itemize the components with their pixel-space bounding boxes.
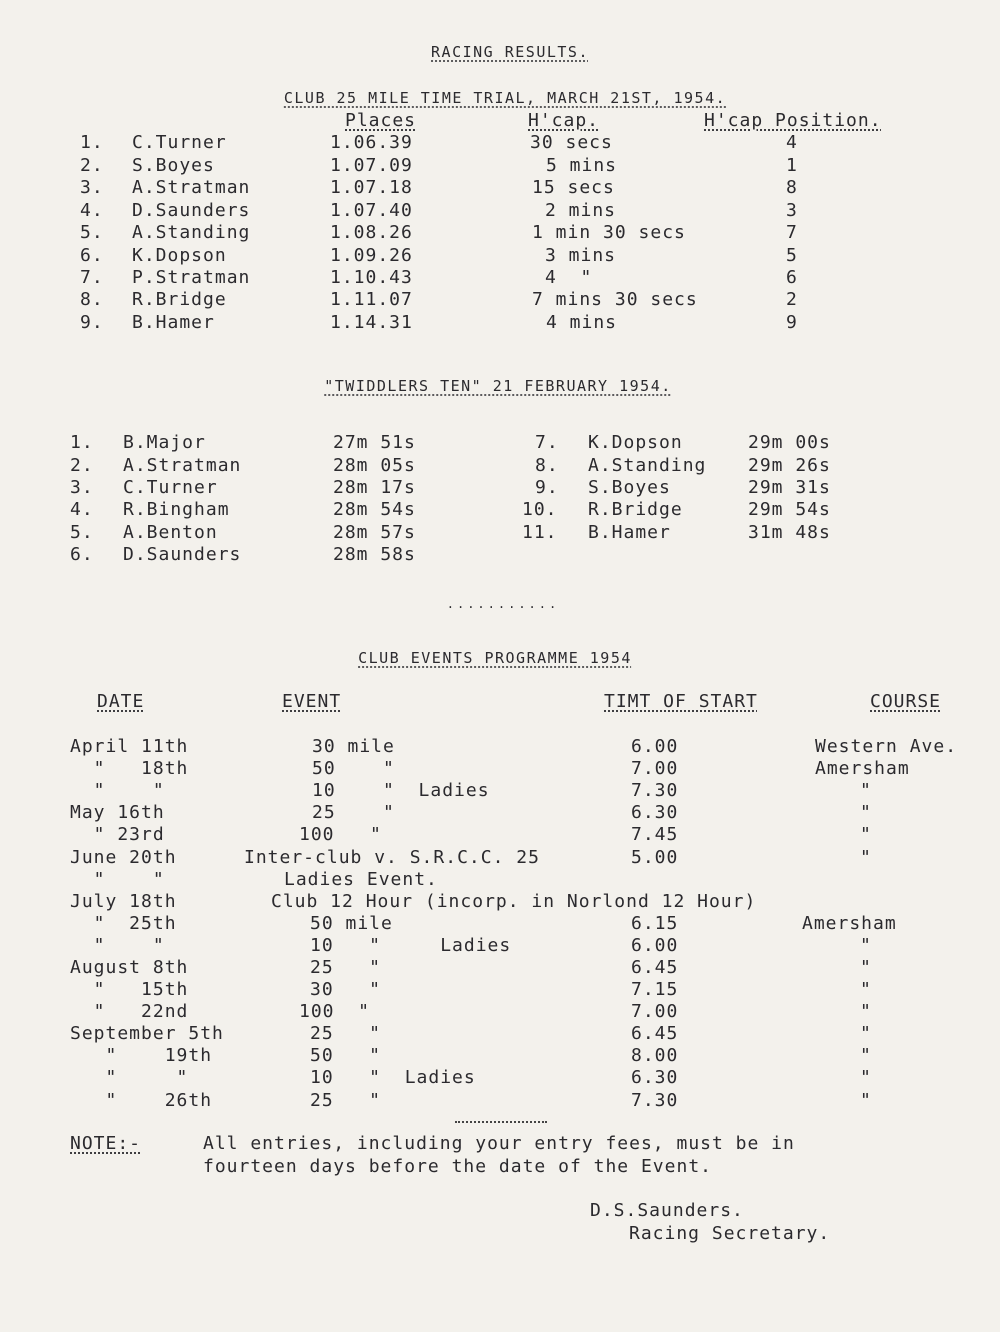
handicap-position: 5 (786, 245, 798, 266)
rider-time: 29m 26s (748, 455, 831, 476)
signature-name: D.S.Saunders. (590, 1200, 744, 1221)
place-number: 3. (80, 177, 104, 198)
rider-handicap: 30 secs (530, 132, 613, 153)
rider-time: 1.10.43 (330, 267, 413, 288)
event-course: " (860, 802, 872, 823)
rider-time: 28m 17s (333, 477, 416, 498)
rider-name: C.Turner (123, 477, 218, 498)
event-name: 10 " Ladies (310, 935, 512, 956)
event-name: 30 " (310, 979, 382, 1000)
place-number: 6. (70, 544, 94, 565)
event-date: " 25th (70, 913, 177, 934)
place-number: 9. (535, 477, 559, 498)
note-label: NOTE:- (70, 1133, 142, 1154)
event-course: " (860, 957, 872, 978)
event-course: " (860, 1045, 872, 1066)
rider-time: 27m 51s (333, 432, 416, 453)
rider-time: 31m 48s (748, 522, 831, 543)
handicap-position: 2 (786, 289, 798, 310)
event-date: " " (70, 780, 165, 801)
event-name: Inter-club v. S.R.C.C. 25 (244, 847, 540, 868)
page-title: RACING RESULTS. (431, 43, 589, 61)
rider-time: 29m 31s (748, 477, 831, 498)
handicap-position: 8 (786, 177, 798, 198)
event-date: April 11th (70, 736, 189, 757)
start-time: 7.00 (631, 758, 679, 779)
event-name: 10 " Ladies (312, 780, 490, 801)
event-course: " (860, 1023, 872, 1044)
event-course: " (860, 1067, 872, 1088)
rider-time: 1.08.26 (330, 222, 413, 243)
event-date: May 16th (70, 802, 165, 823)
event-name: 50 " (310, 1045, 382, 1066)
handicap-position: 7 (786, 222, 798, 243)
rider-name: R.Bridge (132, 289, 227, 310)
start-time: 5.00 (631, 847, 679, 868)
event-date: June 20th (70, 847, 177, 868)
rider-name: A.Benton (123, 522, 218, 543)
start-time: 8.00 (631, 1045, 679, 1066)
twiddlers-ten-heading: "TWIDDLERS TEN" 21 FEBRUARY 1954. (324, 377, 672, 395)
event-course: " (860, 1090, 872, 1111)
event-course: " (860, 1001, 872, 1022)
event-name: 100 " (299, 824, 382, 845)
programme-heading: CLUB EVENTS PROGRAMME 1954 (358, 649, 632, 667)
rider-time: 28m 58s (333, 544, 416, 565)
section-separator: ........... (446, 597, 560, 611)
col-event: EVENT (282, 691, 342, 712)
start-time: 6.30 (631, 1067, 679, 1088)
place-number: 8. (80, 289, 104, 310)
start-time: 6.00 (631, 935, 679, 956)
start-time: 7.30 (631, 780, 679, 801)
rider-name: B.Hamer (132, 312, 215, 333)
rider-handicap: 15 secs (532, 177, 615, 198)
rider-name: A.Stratman (132, 177, 251, 198)
place-number: 5. (70, 522, 94, 543)
event-date: August 8th (70, 957, 189, 978)
col-time-of-start: TIMT OF START (604, 691, 758, 712)
event-date: July 18th (70, 891, 177, 912)
rider-name: S.Boyes (588, 477, 671, 498)
col-hcap: H'cap. (528, 110, 600, 131)
rider-handicap: 4 " (545, 267, 593, 288)
place-number: 4. (70, 499, 94, 520)
place-number: 1. (80, 132, 104, 153)
rider-name: B.Hamer (588, 522, 671, 543)
rider-name: A.Standing (588, 455, 707, 476)
place-number: 1. (70, 432, 94, 453)
start-time: 7.15 (631, 979, 679, 1000)
rider-name: A.Stratman (123, 455, 242, 476)
col-course: COURSE (870, 691, 942, 712)
rider-handicap: 3 mins (545, 245, 617, 266)
note-line-1: All entries, including your entry fees, must be in (203, 1133, 795, 1154)
event-date: " 23rd (70, 824, 165, 845)
rider-name: K.Dopson (132, 245, 227, 266)
start-time: 6.45 (631, 1023, 679, 1044)
event-date: " " (70, 935, 165, 956)
event-name: 100 " (299, 1001, 371, 1022)
rider-handicap: 5 mins (546, 155, 618, 176)
rider-name: S.Boyes (132, 155, 215, 176)
rider-time: 1.07.09 (330, 155, 413, 176)
handicap-position: 3 (786, 200, 798, 221)
event-date: September 5th (70, 1023, 224, 1044)
event-course: Amersham (802, 913, 897, 934)
place-number: 9. (80, 312, 104, 333)
start-time: 6.15 (631, 913, 679, 934)
start-time: 7.45 (631, 824, 679, 845)
rider-name: R.Bingham (123, 499, 230, 520)
signature-role: Racing Secretary. (629, 1223, 831, 1244)
place-number: 2. (70, 455, 94, 476)
event-name: 50 mile (310, 913, 393, 934)
event-name: 10 " Ladies (310, 1067, 476, 1088)
event-name: Club 12 Hour (incorp. in Norlond 12 Hour) (271, 891, 757, 912)
rider-handicap: 1 min 30 secs (532, 222, 686, 243)
start-time: 7.30 (631, 1090, 679, 1111)
place-number: 6. (80, 245, 104, 266)
event-name: 25 " (310, 1090, 382, 1111)
rider-time: 1.07.40 (330, 200, 413, 221)
rider-time: 29m 54s (748, 499, 831, 520)
rider-name: K.Dopson (588, 432, 683, 453)
event-course: " (860, 847, 872, 868)
event-course: " (860, 935, 872, 956)
col-date: DATE (97, 691, 145, 712)
rider-name: P.Stratman (132, 267, 251, 288)
event-name: 30 mile (312, 736, 395, 757)
rider-name: D.Saunders (123, 544, 242, 565)
rider-time: 1.07.18 (330, 177, 413, 198)
col-places: Places (345, 110, 417, 131)
rider-time: 28m 57s (333, 522, 416, 543)
place-number: 10. (522, 499, 558, 520)
rider-time: 28m 05s (333, 455, 416, 476)
rider-name: A.Standing (132, 222, 251, 243)
event-course: Western Ave. (815, 736, 958, 757)
event-date: " 19th (70, 1045, 213, 1066)
rider-time: 29m 00s (748, 432, 831, 453)
event-course: Amersham (815, 758, 910, 779)
rider-time: 28m 54s (333, 499, 416, 520)
place-number: 3. (70, 477, 94, 498)
event-name: 25 " (312, 802, 395, 823)
handicap-position: 4 (786, 132, 798, 153)
place-number: 7. (535, 432, 559, 453)
rider-time: 1.06.39 (330, 132, 413, 153)
start-time: 6.00 (631, 736, 679, 757)
place-number: 11. (522, 522, 558, 543)
rider-time: 1.11.07 (330, 289, 413, 310)
handicap-position: 9 (786, 312, 798, 333)
event-date: " 18th (70, 758, 189, 779)
note-line-2: fourteen days before the date of the Event. (203, 1156, 712, 1177)
event-date: " " (70, 869, 165, 890)
start-time: 6.45 (631, 957, 679, 978)
rider-handicap: 2 mins (545, 200, 617, 221)
event-name: 25 " (310, 957, 382, 978)
handicap-position: 6 (786, 267, 798, 288)
rider-name: R.Bridge (588, 499, 683, 520)
rider-time: 1.14.31 (330, 312, 413, 333)
rider-handicap: 7 mins 30 secs (532, 289, 698, 310)
start-time: 6.30 (631, 802, 679, 823)
start-time: 7.00 (631, 1001, 679, 1022)
place-number: 5. (80, 222, 104, 243)
handicap-position: 1 (786, 155, 798, 176)
place-number: 4. (80, 200, 104, 221)
event-name: Ladies Event. (284, 869, 438, 890)
rider-time: 1.09.26 (330, 245, 413, 266)
event-date: " 15th (70, 979, 189, 1000)
col-hcap-position: H'cap Position. (704, 110, 882, 131)
rider-name: C.Turner (132, 132, 227, 153)
event-course: " (860, 780, 872, 801)
event-course: " (860, 979, 872, 1000)
rider-name: D.Saunders (132, 200, 251, 221)
event-name: 50 " (312, 758, 395, 779)
place-number: 7. (80, 267, 104, 288)
place-number: 8. (535, 455, 559, 476)
event-date: " 22nd (70, 1001, 189, 1022)
rider-name: B.Major (123, 432, 206, 453)
dashed-divider (455, 1121, 547, 1123)
place-number: 2. (80, 155, 104, 176)
event-date: " 26th (70, 1090, 213, 1111)
event-course: " (860, 824, 872, 845)
time-trial-heading: CLUB 25 MILE TIME TRIAL, MARCH 21ST, 1954. (283, 89, 727, 107)
event-name: 25 " (310, 1023, 382, 1044)
event-date: " " (70, 1067, 189, 1088)
rider-handicap: 4 mins (546, 312, 618, 333)
